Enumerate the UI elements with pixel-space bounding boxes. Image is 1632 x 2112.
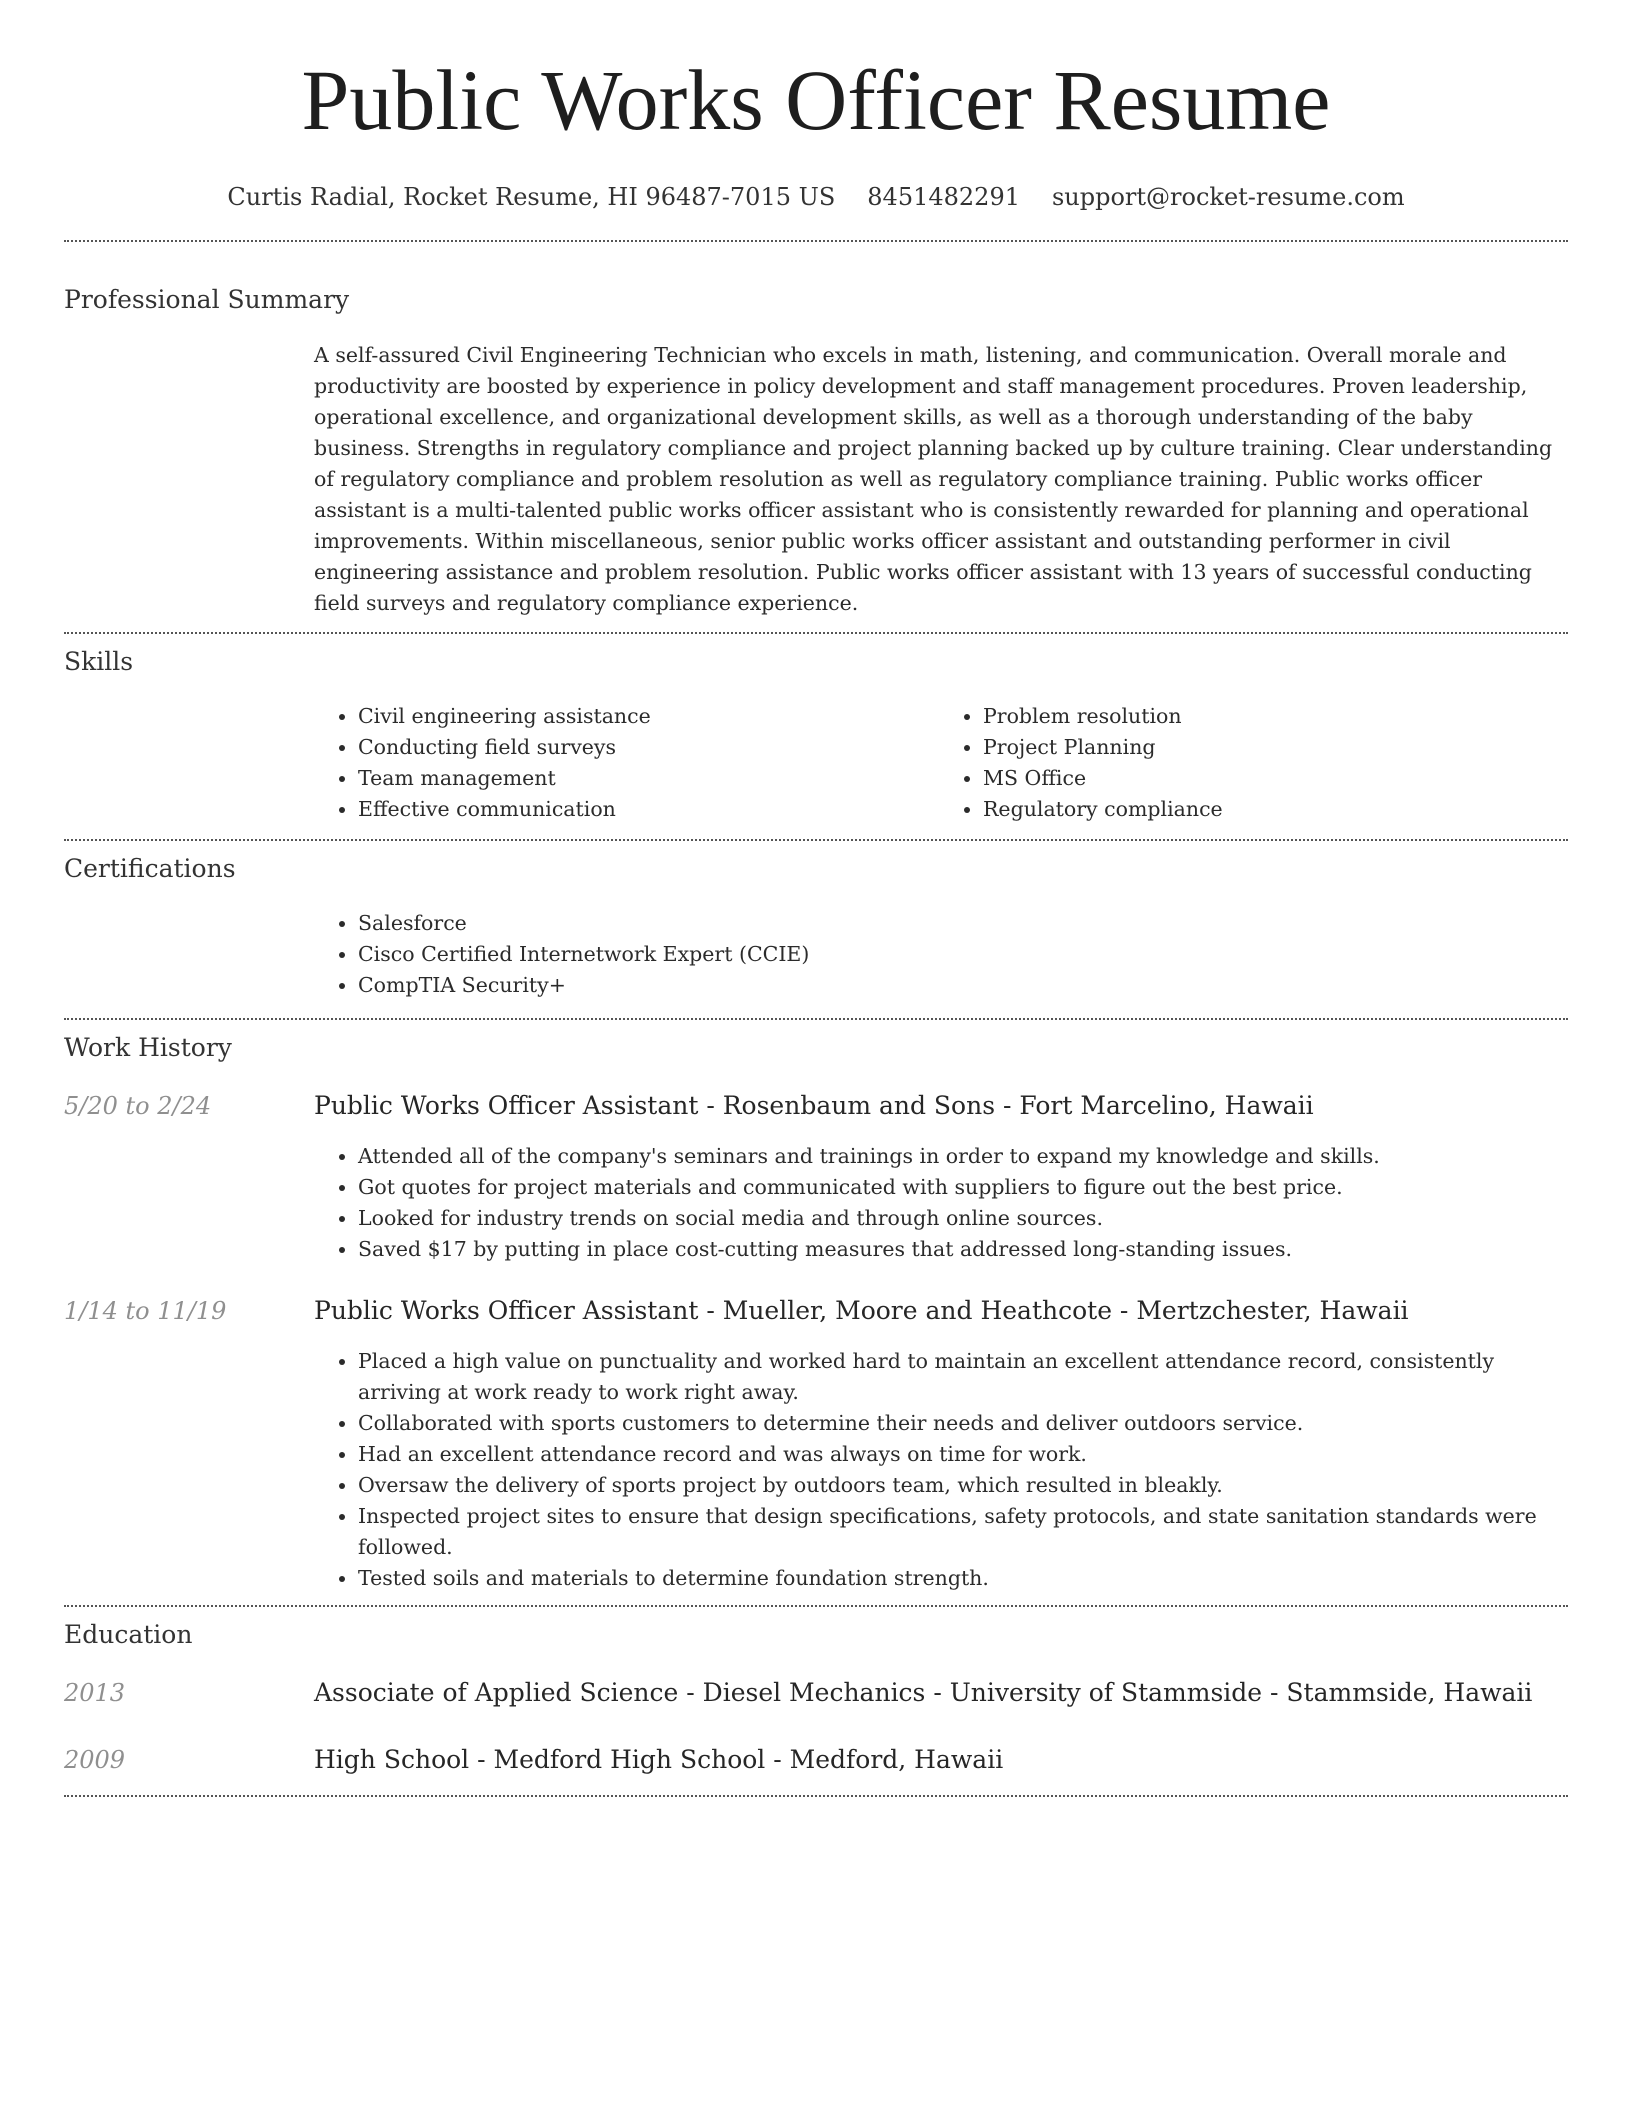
skills-column-right bbox=[939, 701, 1564, 825]
resume-header bbox=[0, 48, 1632, 212]
summary-section bbox=[314, 340, 1564, 619]
contact-email: support@rocket-resume.com bbox=[1051, 183, 1405, 211]
contact-info bbox=[0, 182, 1632, 212]
skills-list bbox=[314, 701, 1564, 825]
job-title: Public Works Officer Assistant - Rosenbaum and Sons - Fort Marcelino, Hawaii bbox=[314, 1091, 1314, 1120]
job-bullet: • Inspected project sites to ensure that design specifications, safety protocols, and state sanitation standards were followed. bbox=[358, 1501, 1564, 1563]
divider bbox=[64, 839, 1568, 841]
job-bullet: • Placed a high value on punctuality and worked hard to maintain an excellent attendance record, consistently arriving at work ready to work right away. bbox=[358, 1346, 1564, 1408]
job-bullet: • Tested soils and materials to determine foundation strength. bbox=[358, 1563, 1564, 1594]
contact-phone: 8451482291 bbox=[867, 183, 1020, 211]
skill-item: • Effective communication bbox=[358, 794, 939, 825]
skill-item: • Project Planning bbox=[983, 732, 1564, 763]
skill-item: • Civil engineering assistance bbox=[358, 701, 939, 732]
skill-item: • Problem resolution bbox=[983, 701, 1564, 732]
certification-item: • Cisco Certified Internetwork Expert (CCIE) bbox=[358, 939, 1564, 970]
skills-heading: Skills bbox=[64, 647, 134, 676]
job-bullets bbox=[314, 1346, 1564, 1594]
certifications-heading: Certifications bbox=[64, 854, 236, 883]
job-bullet: • Got quotes for project materials and communicated with suppliers to figure out the best price. bbox=[358, 1172, 1564, 1203]
job-bullets bbox=[314, 1141, 1564, 1265]
education-title: High School - Medford High School - Medford, Hawaii bbox=[314, 1745, 1004, 1774]
job-dates: 1/14 to 11/19 bbox=[64, 1297, 227, 1325]
job-bullet: • Attended all of the company's seminars and trainings in order to expand my knowledge and skills. bbox=[358, 1141, 1564, 1172]
education-title: Associate of Applied Science - Diesel Mechanics - University of Stammside - Stammside, Hawaii bbox=[314, 1678, 1533, 1707]
job-bullet: • Looked for industry trends on social media and through online sources. bbox=[358, 1203, 1564, 1234]
divider bbox=[64, 1018, 1568, 1020]
job-dates: 5/20 to 2/24 bbox=[64, 1092, 212, 1120]
certification-item: • CompTIA Security+ bbox=[358, 970, 1564, 1001]
job-bullet: • Had an excellent attendance record and was always on time for work. bbox=[358, 1439, 1564, 1470]
job-bullet: • Saved $17 by putting in place cost-cutting measures that addressed long-standing issues. bbox=[358, 1234, 1564, 1265]
skill-item: • Regulatory compliance bbox=[983, 794, 1564, 825]
page-title: Public Works Officer Resume bbox=[301, 52, 1331, 148]
job-bullet: • Oversaw the delivery of sports project by outdoors team, which resulted in bleakly. bbox=[358, 1470, 1564, 1501]
divider bbox=[64, 1605, 1568, 1607]
work-history-heading: Work History bbox=[64, 1033, 232, 1062]
skills-column-left bbox=[314, 701, 939, 825]
divider bbox=[64, 1795, 1568, 1797]
skill-item: • Conducting field surveys bbox=[358, 732, 939, 763]
job-bullet: • Collaborated with sports customers to determine their needs and deliver outdoors service. bbox=[358, 1408, 1564, 1439]
divider bbox=[64, 240, 1568, 242]
summary-heading: Professional Summary bbox=[64, 285, 350, 314]
education-year: 2013 bbox=[64, 1679, 126, 1707]
contact-address: Curtis Radial, Rocket Resume, HI 96487-7015 US bbox=[227, 183, 836, 211]
skill-item: • MS Office bbox=[983, 763, 1564, 794]
certification-item: • Salesforce bbox=[358, 908, 1564, 939]
certifications-list bbox=[314, 908, 1564, 1001]
education-heading: Education bbox=[64, 1620, 193, 1649]
summary-text: A self-assured Civil Engineering Technician who excels in math, listening, and communication. Overall morale and productivity are boosted by experience in policy development and staff management procedures. Proven leadership, operational excellence, and organizational development skills, as well as a thorough understanding of the baby business. Strengths in regulatory compliance and project planning backed up by culture training. Clear understanding of regulatory compliance and problem resolution as well as regulatory compliance training. Public works officer assistant is a multi-talented public works officer assistant who is consistently rewarded for planning and operational improvements. Within miscellaneous, senior public works officer assistant and outstanding performer in civil engineering assistance and problem resolution. Public works officer assistant with 13 years of successful conducting field surveys and regulatory compliance experience. bbox=[314, 343, 1553, 615]
education-year: 2009 bbox=[64, 1746, 126, 1774]
job-title: Public Works Officer Assistant - Mueller, Moore and Heathcote - Mertzchester, Hawaii bbox=[314, 1296, 1409, 1325]
divider bbox=[64, 632, 1568, 634]
skill-item: • Team management bbox=[358, 763, 939, 794]
